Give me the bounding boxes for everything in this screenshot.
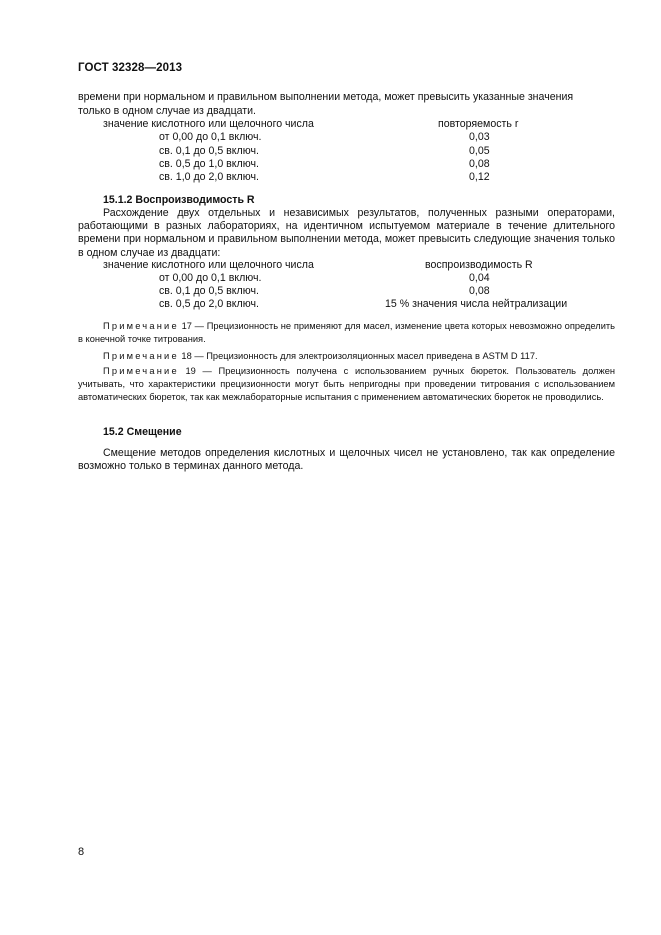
repeatability-value: 0,08 xyxy=(469,158,490,170)
repeatability-range: св. 0,5 до 1,0 включ. xyxy=(159,158,259,170)
note-text: Прецизионность получена с использованием ручных бюреток. Пользователь должен учитывать, что характеристики прецизионности могут быть непригодны при проведении титрования с использованием автоматических бюреток, так как межлабораторные испытания с применением автоматических бюреток не проводились. xyxy=(78,366,616,402)
repeatability-col-right: повторяемость r xyxy=(438,118,519,130)
repeatability-range: св. 0,1 до 0,5 включ. xyxy=(159,145,259,157)
note-number: 19 xyxy=(185,366,196,376)
bias-paragraph: Смещение методов определения кислотных и щелочных чисел не установлено, так как определение возможно только в терминах данного метода. xyxy=(78,447,615,473)
bias-heading xyxy=(103,426,182,439)
note-17: Примечание 17 — Прецизионность не применяют для масел, изменение цвета которых невозможно определить в конечной точке титрования. xyxy=(78,321,616,344)
reproducibility-range: св. 0,1 до 0,5 включ. xyxy=(159,285,259,297)
note-label: Примечание xyxy=(103,351,179,361)
reproducibility-value: 0,04 xyxy=(469,272,490,284)
reproducibility-range: св. 0,5 до 2,0 включ. xyxy=(159,298,259,310)
reproducibility-paragraph: Расхождение двух отдельных и независимых результатов, полученных разными операторами, работающими в разных лабораториях, на идентичном испытуемом материале в течение длительного времени при нормальном и правильном выполнении метода, может превысить следующие значения только в одном случае из двадцати: xyxy=(78,207,615,259)
note-18: Примечание 18 — Прецизионность для электроизоляционных масел приведена в ASTM D 117. xyxy=(103,351,538,361)
note-text: Прецизионность для электроизоляционных масел приведена в ASTM D 117. xyxy=(206,351,538,361)
page-number: 8 xyxy=(78,846,85,858)
repeatability-value: 0,12 xyxy=(469,171,490,183)
reproducibility-col-right: воспроизводимость R xyxy=(425,259,533,271)
repeatability-range: от 0,00 до 0,1 включ. xyxy=(159,131,262,143)
repeatability-col-left: значение кислотного или щелочного числа xyxy=(103,118,314,130)
repeatability-value: 0,05 xyxy=(469,145,490,157)
note-label: Примечание xyxy=(103,321,179,331)
reproducibility-heading xyxy=(103,194,255,207)
bias-heading-number: 15.2 xyxy=(103,426,124,438)
repeatability-value: 0,03 xyxy=(469,131,490,143)
bias-heading-text: Смещение xyxy=(126,426,182,438)
reproducibility-heading-text: Воспроизводимость R xyxy=(135,194,255,206)
note-number: 18 xyxy=(181,351,192,361)
note-label: Примечание xyxy=(103,366,179,376)
reproducibility-value: 0,08 xyxy=(469,285,490,297)
reproducibility-range: от 0,00 до 0,1 включ. xyxy=(159,272,262,284)
reproducibility-heading-number: 15.1.2 xyxy=(103,194,133,206)
note-number: 17 xyxy=(181,321,192,331)
note-text: Прецизионность не применяют для масел, изменение цвета которых невозможно определить в конечной точке титрования. xyxy=(78,321,616,344)
repeatability-intro-line2: только в одном случае из двадцати. xyxy=(78,105,257,117)
repeatability-range: св. 1,0 до 2,0 включ. xyxy=(159,171,259,183)
reproducibility-value: 15 % значения числа нейтрализации xyxy=(385,298,568,310)
note-19: Примечание 19 — Прецизионность получена с использованием ручных бюреток. Пользователь должен учитывать, что характеристики прецизионности могут быть непригодны при проведении титрования с использованием автоматических бюреток, так как межлабораторные испытания с применением автоматических бюреток не проводились. xyxy=(78,366,616,402)
reproducibility-col-left: значение кислотного или щелочного числа xyxy=(103,259,314,271)
repeatability-intro-line1: времени при нормальном и правильном выполнении метода, может превысить указанные значения xyxy=(78,91,574,103)
document-header: ГОСТ 32328—2013 xyxy=(78,62,183,74)
repeatability-intro xyxy=(78,91,615,104)
repeatability-intro-line2-wrap xyxy=(78,105,615,118)
